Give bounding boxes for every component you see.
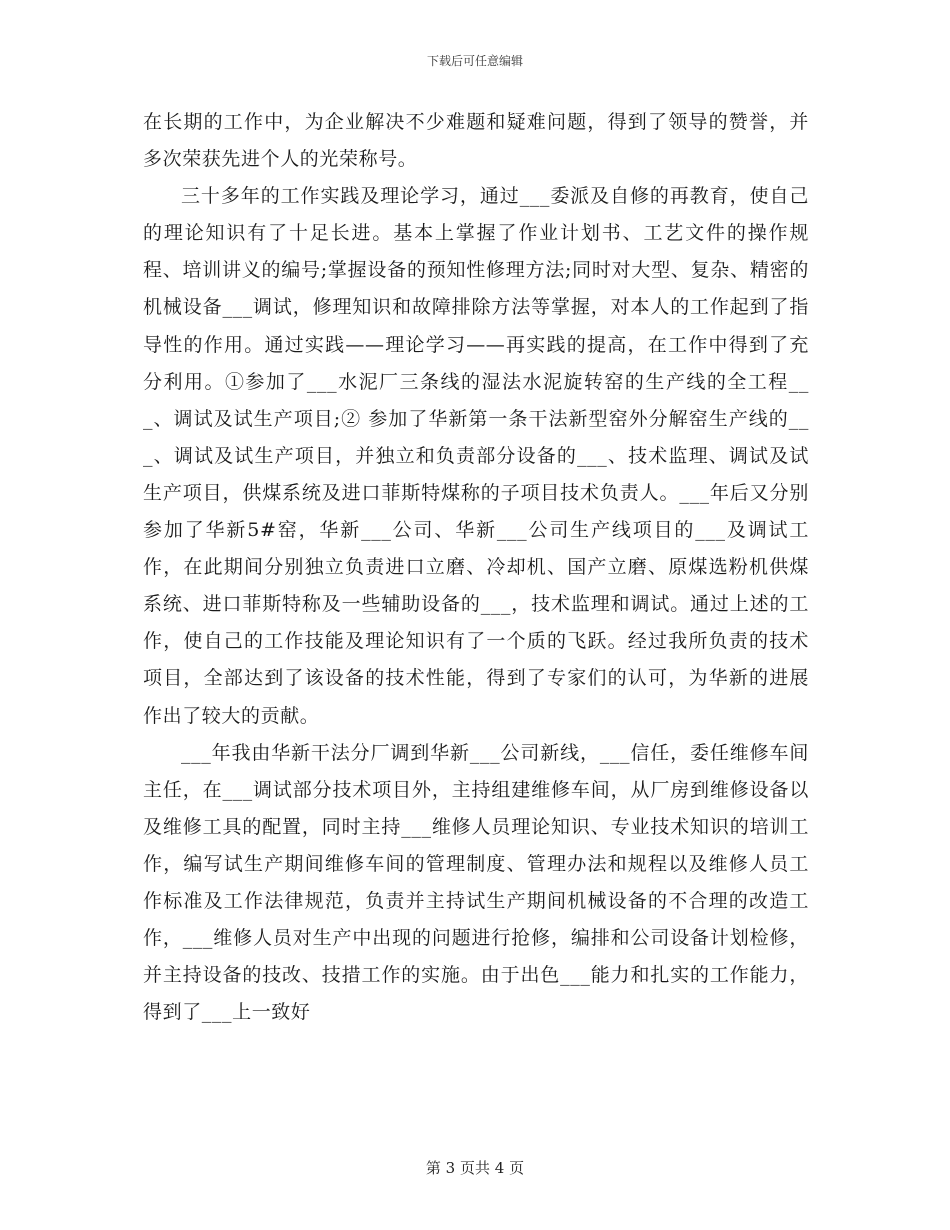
document-body bbox=[143, 104, 809, 1031]
page-footer: 第 3 页共 4 页 bbox=[425, 1159, 525, 1177]
paragraph-3: ___年我由华新干法分厂调到华新___公司新线，___信任，委任维修车间主任，在___调试部分技术项目外，主持组建维修车间，从厂房到维修设备以及维修工具的配置，同时主持___维修人员理论知识、专业技术知识的培训工作，编写试生产期间维修车间的管理制度、管理办法和规程以及维修人员工作标准及工作法律规范，负责并主持试生产期间机械设备的不合理的改造工作，___维修人员对生产中出现的问题进行抢修，编排和公司设备计划检修，并主持设备的技改、技措工作的实施。由于出色___能力和扎实的工作能力，得到了___上一致好 bbox=[143, 741, 809, 1024]
paragraph-2: 三十多年的工作实践及理论学习，通过___委派及自修的再教育，使自己的理论知识有了十足长进。基本上掌握了作业计划书、工艺文件的操作规程、培训讲义的编号;掌握设备的预知性修理方法;同时对大型、复杂、精密的机械设备___调试，修理知识和故障排除方法等掌握，对本人的工作起到了指导性的作用。通过实践——理论学习——再实践的提高，在工作中得到了充分利用。①参加了___水泥厂三条线的湿法水泥旋转窑的生产线的全工程___、调试及试生产项目;② 参加了华新第一条干法新型窑外分解窑生产线的___、调试及试生产项目，并独立和负责部分设备的___、技术监理、调试及试生产项目，供煤系统及进口菲斯特煤称的子项目技术负责人。___年后又分别参加了华新5#窑，华新___公司、华新___公司生产线项目的___及调试工作，在此期间分别独立负责进口立磨、冷却机、国产立磨、原煤选粉机供煤系统、进口菲斯特称及一些辅助设备的___，技术监理和调试。通过上述的工作，使自己的工作技能及理论知识有了一个质的飞跃。经过我所负责的技术项目，全部达到了该设备的技术性能，得到了专家们的认可，为华新的进展作出了较大的贡献。 bbox=[143, 185, 809, 727]
page-header: 下载后可任意编辑 bbox=[426, 54, 523, 68]
paragraph-1: 在长期的工作中，为企业解决不少难题和疑难问题，得到了领导的赞誉，并多次荣获先进个人的光荣称号。 bbox=[143, 111, 809, 171]
